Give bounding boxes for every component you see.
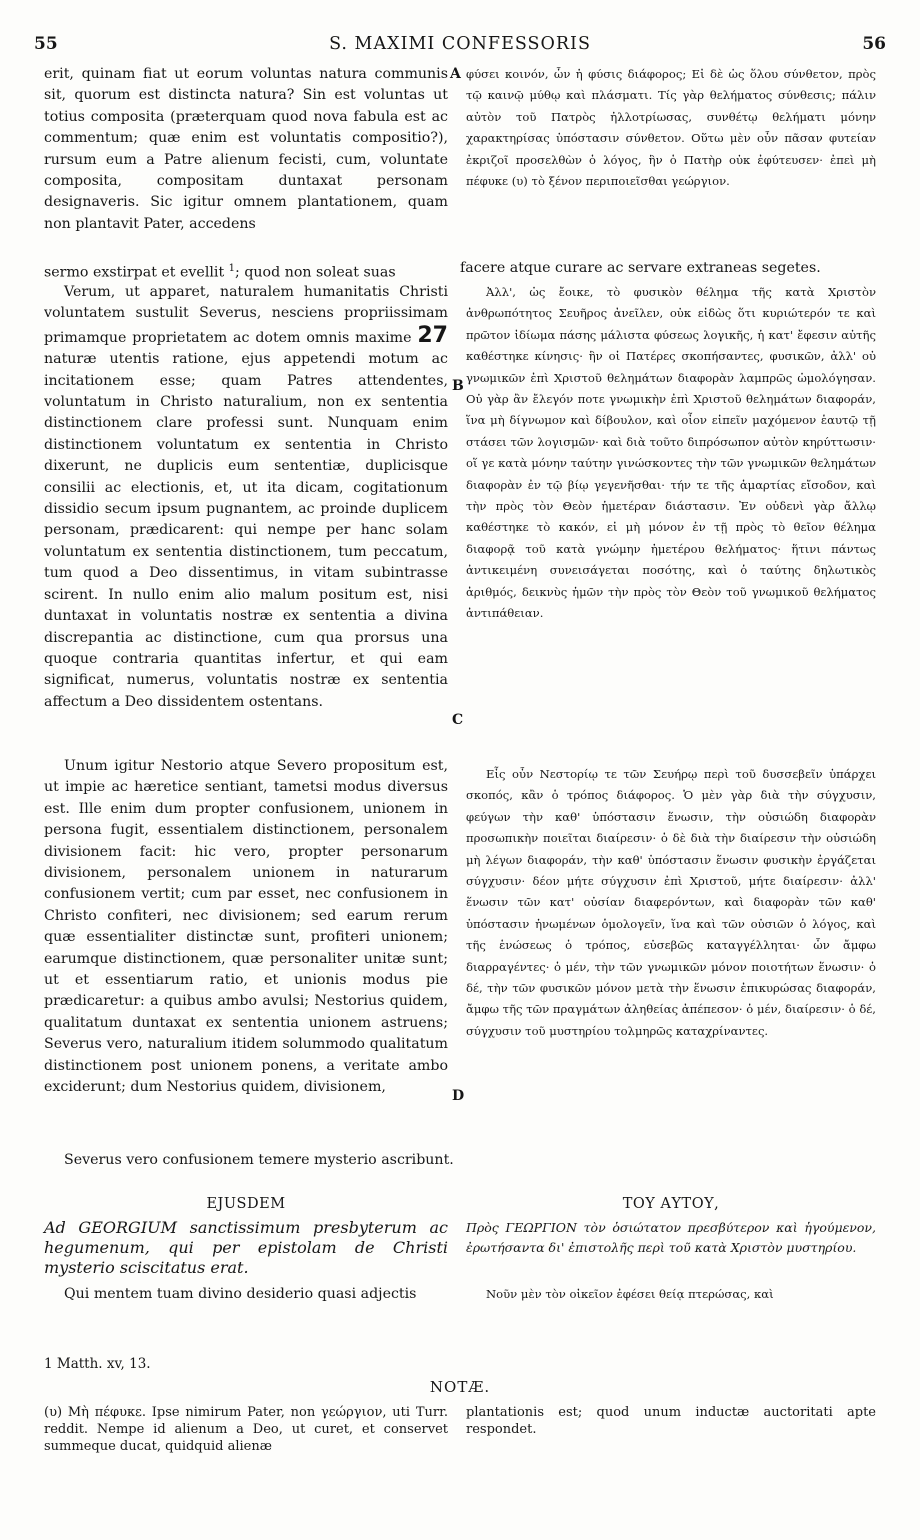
note-ref-upsilon: (υ): [511, 174, 528, 189]
addressee-name: GEORGIUM: [78, 1218, 178, 1237]
left-column-middle: [44, 282, 448, 756]
greek-paragraph-1: φύσει κοινόν, ὧν ἡ φύσις διάφορος; Εἰ δὲ ὡς ὅλου σύνθετον, πρὸς τῷ καινῷ μύθῳ καὶ πλάσματι. Τίς γὰρ θελήματος σύνθεσις; πάλιν αὐτὸν τοῦ Πατρὸς ἠλλοτρίωσας, συνθέτῳ θελήματι μόνην χαρακτηρίσας ὑπόστασιν σύνθετον. Οὕτω μὲν οὖν πᾶσαν φυτείαν ἐκριζοῖ προσελθὼν ὁ λόγος, ἣν ὁ Πατὴρ οὐκ ἐφύτευσεν· ἐπεὶ μὴ πέφυκε (υ) τὸ ξένον περιποιεῖσθαι γεώργιον.: [466, 67, 876, 189]
left-column-last-line: Severus vero confusionem temere mysterio ascribunt.: [64, 1152, 454, 1168]
left-page-number: 55: [34, 34, 58, 54]
letter-opening-greek: Νοῦν μὲν τὸν οἰκεῖον ἐφέσει θείᾳ πτερώσας, καὶ: [486, 1287, 774, 1301]
page-header: [34, 34, 886, 60]
letter-opening-latin: Qui mentem tuam divino desiderio quasi adjectis: [64, 1286, 417, 1302]
gutter-marker-d: D: [452, 1088, 465, 1104]
bridge-line-left: sermo exstirpat et evellit $^1$; quod non soleat suas: [44, 263, 396, 281]
greek-paragraph-2: Ἀλλ', ὡς ἔοικε, τὸ φυσικὸν θέλημα τῆς κατὰ Χριστὸν ἀνθρωπότητος Σευῆρος ἀνεῖλεν, οὐκ εἰδὼς ὅτι κυριώτερόν τε καὶ πρῶτον ἰδίωμα πάσης μάλιστα φύσεως λογικῆς, ἡ κατ' ἔφεσιν αὐτῆς καθέστηκε κίνησις· ἣν οἱ Πατέρες σκοπήσαντες, φυσικῶν, ἀλλ' οὐ γνωμικῶν ἐπὶ Χριστοῦ θελημάτων διαφορὰν λαμπρῶς ὡμολόγησαν. Οὐ γὰρ ἂν ἔλεγόν ποτε γνωμικὴν ἐπὶ Χριστοῦ θελημάτων διαφοράν, ἵνα μὴ δίγνωμον καὶ δίβουλον, καὶ οἷον εἰπεῖν μαχόμενον ἑαυτῷ τῇ στάσει τῶν λογισμῶν· καὶ διὰ τοῦτο διπρόσωπον αὐτὸν κηρύττωσιν· οἵ γε κατὰ μόνην ταύτην γινώσκοντες τὴν τῶν γνωμικῶν θελημάτων διαφορὰν ἐν τῷ βίῳ γεγενῆσθαι· τήν τε τῆς ἁμαρτίας εἴσοδον, καὶ τὴν πρὸς τὸν Θεὸν ἡμετέραν διάστασιν. Ἐν οὐδενὶ γὰρ ἄλλῳ καθέστηκε τὸ κακόν, εἰ μὴ μόνον ἐν τῇ πρὸς τὸ θεῖον θέλημα διαφορᾷ τοῦ κατὰ γνώμην ἡμετέρου θελήματος· ἥτινι πάντως ἀντικειμένη συνεισάγεται ποσότης, καὶ ὁ ταύτης δηλωτικὸς ἀριθμός, δεικνὺς ἡμῶν τὴν πρὸς τὸν Θεὸν τοῦ γνωμικοῦ θελήματος ἀντιπάθειαν.: [466, 285, 876, 621]
greek-paragraph-3: Εἷς οὖν Νεστορίῳ τε τῶν Σευήρῳ περὶ τοῦ δυσσεβεῖν ὑπάρχει σκοπός, κἂν ὁ τρόπος διάφορος. Ὁ μὲν γὰρ διὰ τὴν σύγχυσιν, φεύγων τὴν καθ' ὑπόστασιν ἕνωσιν, τὴν οὐσιώδη διαφορὰν προσωπικὴν ποιεῖται διαίρεσιν· ὁ δὲ διὰ τὴν διαίρεσιν τὴν οὐσιώδη μὴ λέγων διαφοράν, τὴν καθ' ὑπόστασιν ἕνωσιν φυσικὴν ἐργάζεται σύγχυσιν· δέον μήτε σύγχυσιν ἐπὶ Χριστοῦ, μήτε διαίρεσιν· ἀλλ' ἕνωσιν τῶν κατ' οὐσίαν διαφερόντων, καὶ διαφορὰν τῶν καθ' ὑπόστασιν ἡνωμένων ὁμολογεῖν, ἵνα καὶ τῶν οὐσιῶν ὁ λόγος, καὶ τῆς ἑνώσεως ὁ τρόπος, εὐσεβῶς καταγγέλληται· ὧν ἄμφω διαρραγέντες· ὁ μέν, τὴν τῶν γνωμικῶν μόνον ποιοτήτων ἕνωσιν· ὁ δέ, τὴν τῶν φυσικῶν μόνον μετὰ τὴν ἕνωσιν ἐπικυρώσας διαφοράν, ἄμφω τῆς τῶν πραγμάτων ἀληθείας ἀπέπεσον· ὁ μέν, διαίρεσιν· ὁ δέ, σύγχυσιν τοῦ μυστηρίου τολμηρῶς καταχρίναντες.: [466, 767, 876, 1038]
section-subtitle-latin: Ad GEORGIUM sanctissimum presbyterum ac hegumenum, qui per epistolam de Christi mysterio sciscitatus erat.: [44, 1218, 448, 1277]
right-page-number: 56: [862, 34, 886, 54]
gutter-marker-b: B: [452, 378, 464, 394]
latin-paragraph-2: Verum, ut apparet, naturalem humanitatis Christi voluntatem sustulit Severus, nesciens propriissimam primamque proprietatem ac dotem omnis maxime 27 naturæ utentis ratione, ejus appetendi motum ac incitationem esse; quam Patres attendentes, voluntatum in Christo naturalium, non ex sententia distinctionem clare professi sunt. Nunquam enim distinctionem voluntatum ex sententia in Christo dixerunt, ne duplicis eum sententiæ, duplicisque consilii ac electionis, et, ut ita dicam, cogitationum dissidio secum ipsum pugnantem, ac proinde duplicem personam, prædicarent: qui nempe per hanc solam voluntatum ex sententia distinctionem, tum peccatum, tum quod a Deo dissentimus, in vitam subintrasse scirent. In nullo enim alio malum positum est, nisi duntaxat in voluntatis nostræ ex sententia a divina discrepantia ac distinctione, cum qua prorsus una quoque contraria quantitas infertur, et qui eam significat, numerus, voluntatis nostræ ex sententia affectum a Deo dissidentem ostentans.: [44, 284, 448, 710]
section-subtitle-greek: Πρὸς ΓΕΩΡΓΙΟΝ τὸν ὁσιώτατον πρεσβύτερον καὶ ἡγούμενον, ἐρωτήσαντα δι' ἐπιστολῆς περὶ τοῦ κατὰ Χριστὸν μυστηρίου.: [466, 1220, 876, 1255]
section-heading-latin: EJUSDEM: [206, 1196, 286, 1212]
right-column-middle: [466, 282, 876, 738]
footnote-ref-1: 1: [228, 263, 236, 274]
left-column-upper: [44, 64, 448, 258]
right-column-lower: [466, 764, 876, 1152]
left-column-lower: [44, 756, 448, 1150]
running-title: S. MAXIMI CONFESSORIS: [329, 34, 591, 54]
latin-paragraph-1: erit, quinam fiat ut eorum voluntas natura communis sit, quorum est distincta natura? Sin est voluntas ut totius composita (præterquam quod nova fabula est ac commentum; quæ enim est voluntatis compositio?), rursum eum a Patre alienum fecisti, cum, voluntate composita, compositam duntaxat personam designaveris. Sic igitur omnem plantationem, quam non plantavit Pater, accedens: [44, 66, 448, 232]
notes-heading: NOTÆ.: [429, 1378, 491, 1396]
gutter-marker-a: A: [450, 66, 461, 82]
addressee-name-greek: ΓΕΩΡΓΙΟΝ: [505, 1220, 577, 1235]
section-heading-greek: ΤΟΥ ΑΥΤΟΥ,: [622, 1196, 720, 1212]
footnote: 1 Matth. xv, 13.: [44, 1356, 151, 1372]
bridge-line-right: facere atque curare ac servare extraneas segetes.: [460, 260, 821, 276]
gutter-marker-c: C: [452, 712, 464, 728]
notes-right: plantationis est; quod unum inductæ auctoritati apte respondet.: [466, 1405, 876, 1437]
notes-left: (υ) Μὴ πέφυκε. Ipse nimirum Pater, non γεώργιον, uti Turr. reddit. Nempe id alienum a Deo, ut curet, et conservet summeque ducat, quidquid alienæ: [44, 1405, 448, 1454]
original-page-mark: 27: [417, 322, 448, 348]
latin-paragraph-3: Unum igitur Nestorio atque Severo propositum est, ut impie ac hæretice sentiant, tametsi modus diversus est. Ille enim dum propter confusionem, unionem in persona fugit, essentialem distinctionem, personalem divisionem facit: hic vero, propter personarum divisionem, personalem unionem in naturarum confusionem vertit; cum par esset, nec confusionem in Christo confiteri, nec divisionem; sed earum rerum quæ essentialiter distinctæ sunt, profiteri unionem; earumque distinctionem, quæ personaliter unitæ sunt; ut et essentiarum ratio, et unionis modus pie prædicaretur: a quibus ambo avulsi; Nestorius quidem, qualitatum duntaxat ex sententia unionem astruens; Severus vero, naturalium itidem solummodo qualitatum distinctionem post unionem ponens, a veritate ambo exciderunt; dum Nestorius quidem, divisionem,: [44, 758, 448, 1096]
right-column-upper: [466, 64, 876, 258]
